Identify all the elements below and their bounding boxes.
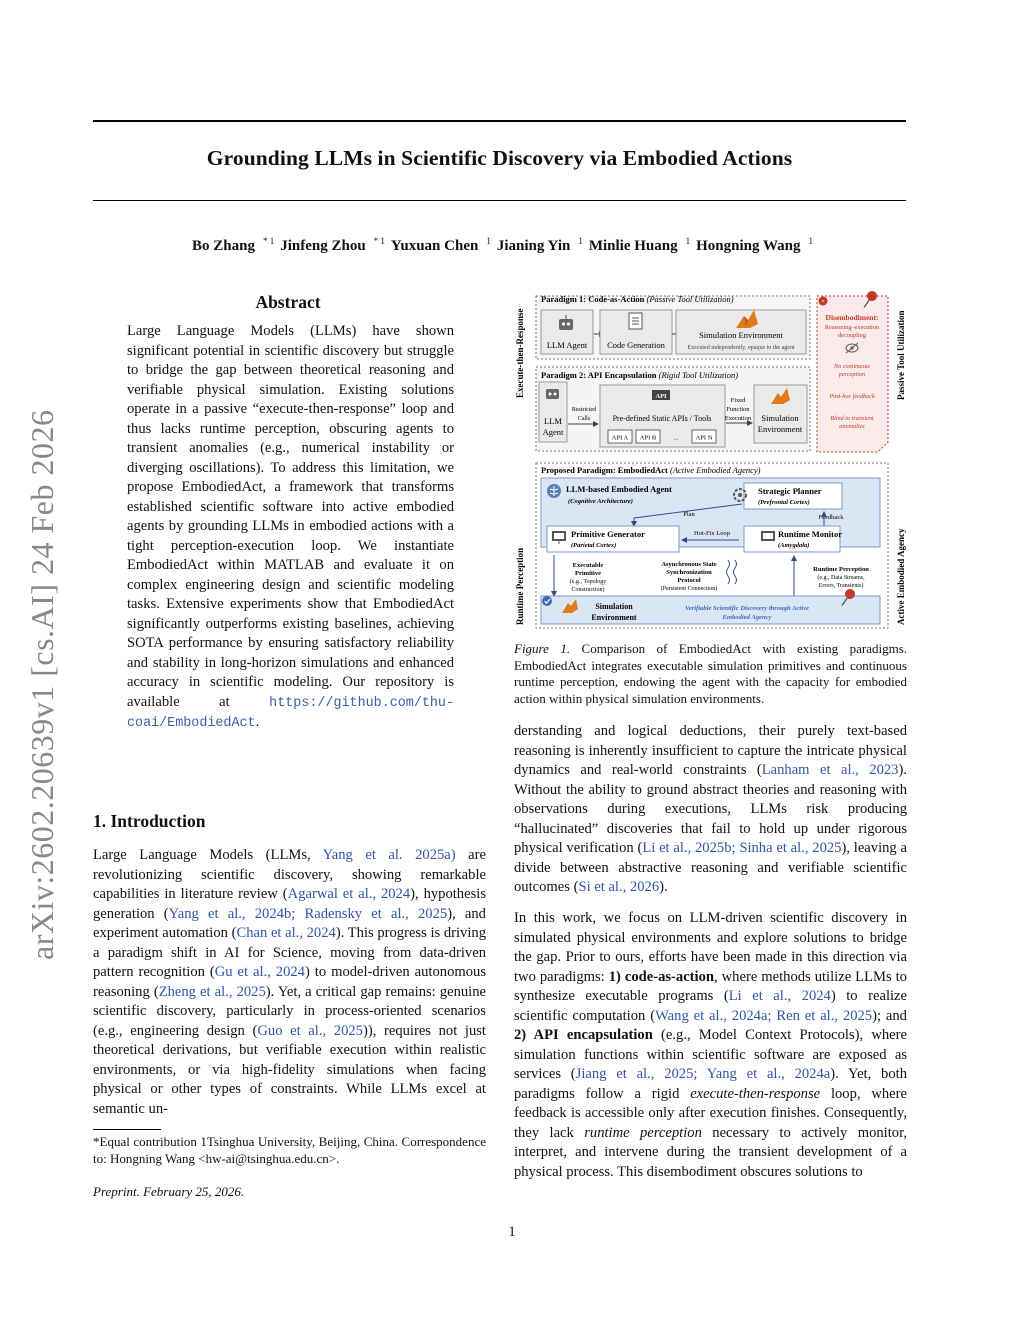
author-affiliation: * 1 — [373, 236, 385, 246]
author-affiliation: 1 — [685, 236, 691, 246]
preprint-note: Preprint. February 25, 2026. — [93, 1184, 245, 1199]
exec-primitive-1: Executable — [572, 562, 604, 569]
text-run: Large Language Models (LLMs, — [93, 847, 323, 863]
p2-apis-label: Pre-defined Static APIs / Tools — [612, 414, 712, 423]
citation-link[interactable]: Wang et al., 2024a; Ren et al., 2025 — [655, 1007, 873, 1024]
text-run: ); and — [872, 1007, 907, 1024]
author-affiliation: 1 — [486, 236, 491, 246]
side-label-passive-tool: Passive Tool Utilization — [896, 310, 906, 400]
paradigm-2-title: Paradigm 2: API Encapsulation (Rigid Tool Utilization) — [541, 370, 739, 380]
paradigm-1-title: Paradigm 1: Code-as-Action (Passive Tool Utilization) — [541, 294, 734, 304]
repo-link[interactable]: https://github.com/thu-coai/EmbodiedAct — [127, 695, 454, 731]
text-run: runtime perception — [584, 1124, 702, 1141]
api-icon-label: API — [655, 393, 667, 400]
side-label-active-agency: Active Embodied Agency — [896, 528, 906, 625]
text-run: ). Yet, both paradigms follow a rigid — [514, 1066, 907, 1102]
p1-agent-label: LLM Agent — [546, 340, 588, 350]
async-2: Synchronization — [666, 569, 712, 576]
paper-title: Grounding LLMs in Scientific Discovery via Embodied Actions — [206, 146, 793, 170]
disembodiment-item: Post-hoc feedback — [829, 393, 875, 400]
embodied-agent-sub: (Cognitive Architecture) — [568, 498, 633, 505]
citation-link[interactable]: Yang et al. 2025a) — [322, 847, 456, 863]
citation-link[interactable]: Li et al., 2025b; Sinha et al., 2025 — [642, 840, 842, 856]
title-bottom-rule — [93, 200, 906, 201]
feedback-label: Feedback — [818, 514, 844, 521]
text-run: loop, where feedback is accessible only after execution finishes. Consequently, they lack — [514, 1085, 907, 1141]
sim-env-label-2: Environment — [591, 613, 637, 622]
citation-link[interactable]: Zheng et al., 2025 — [158, 983, 266, 1000]
p2-sim-label-1: Simulation — [761, 413, 799, 423]
author-list — [93, 236, 906, 255]
text-run: , where methods utilize LLMs to synthesize executable programs ( — [514, 968, 907, 1004]
right-paragraph-2 — [514, 909, 907, 1182]
exec-primitive-2: Primitive — [575, 570, 601, 577]
disembodiment-sub-2: decoupling — [838, 332, 866, 339]
embodied-agent-label: LLM-based Embodied Agent — [566, 484, 672, 494]
text-run: (e.g., Model Context Protocols), where simulation functions within scientific software are exposed as services ( — [514, 1027, 907, 1082]
runtime-perception-2: (e.g., Data Streams, — [817, 575, 865, 581]
section-heading-introduction: 1. Introduction — [93, 811, 206, 831]
right-paragraph-1 — [514, 722, 907, 898]
exec-primitive-3: (e.g., Topology — [569, 579, 607, 585]
primitive-generator-label: Primitive Generator — [571, 529, 645, 539]
text-run: ). Without the ability to ground abstract theories and reasoning with observations during executions, LLMs risk producing “hallucinated” discoveries that fail to hold up under rigorous physical verification ( — [514, 762, 907, 856]
p1-sim-label: Simulation Environment — [699, 330, 783, 340]
text-run: ). This progress is driving a paradigm shift in AI for Science, moving from data-driven pattern recognition ( — [93, 925, 486, 980]
planner-label: Strategic Planner — [758, 486, 822, 496]
citation-link[interactable]: Yang et al., 2024b; Radensky et al., 2025 — [168, 905, 448, 922]
author-name: Jianing Yin — [496, 238, 571, 254]
text-run: execute-then-response — [690, 1085, 821, 1102]
citation-link[interactable]: Jiang et al., 2025; Yang et al., 2024a — [575, 1066, 831, 1082]
planner-sub: (Prefrontal Cortex) — [758, 499, 810, 506]
page-number: 1 — [508, 1224, 516, 1240]
check-icon — [542, 596, 552, 606]
citation-link[interactable]: Guo et al., 2025 — [257, 1022, 363, 1039]
p2-fixed-2: Function — [726, 406, 750, 413]
citation-link[interactable]: Gu et al., 2024 — [214, 964, 305, 980]
top-rule — [93, 120, 906, 122]
p2-sim-label-2: Environment — [757, 424, 803, 434]
figure-caption — [514, 641, 907, 707]
async-4: (Persistent Connection) — [660, 586, 718, 592]
verify-label-2: Embodied Agency — [722, 614, 772, 621]
p2-agent-label-2: Agent — [542, 427, 564, 437]
side-label-execute-then-response: Execute-then-Response — [515, 308, 525, 398]
sim-env-label-1: Simulation — [595, 602, 633, 611]
runtime-monitor-sub: (Amygdala) — [778, 542, 810, 549]
p1-codegen-label: Code Generation — [607, 340, 665, 350]
text-run: In this work, we focus on LLM-driven scientific discovery in simulated physical environments and explore solutions to bridge the gap. Prior to ours, efforts have been made in this direction via two paradigms: — [514, 910, 907, 985]
side-label-runtime-perception: Runtime Perception — [515, 547, 525, 625]
p2-restricted-2: Calls — [577, 416, 591, 422]
author-name: Minlie Huang — [588, 238, 678, 254]
plan-label: Plan — [683, 511, 695, 518]
verify-label-1: Verifiable Scientific Discovery through Active — [685, 605, 809, 612]
author-affiliation: * 1 — [262, 236, 275, 246]
async-1: Asynchronous State — [661, 561, 717, 568]
citation-link[interactable]: Lanham et al., 2023 — [761, 762, 899, 778]
api-box-label: API A — [611, 434, 629, 442]
citation-link[interactable]: Agarwal et al., 2024 — [287, 886, 411, 902]
primitive-generator-sub: (Parietal Cortex) — [571, 542, 617, 549]
paradigm-3-title: Proposed Paradigm: EmbodiedAct (Active Embodied Agency) — [541, 465, 761, 475]
text-run: ), and experiment automation ( — [93, 905, 486, 941]
abstract-text: Large Language Models (LLMs) have shown significant potential in scientific discovery but struggle to bridge the gap between theoretical reasoning and verifiable physical simulation. Existing solutions operate in a passive “execute-then-response” loop and thus lacks runtime perception, obscuring agents to transient anomalies (e.g., numerical instability or diverging oscillations). To address this limitation, we propose EmbodiedAct, a framework that transforms established scientific software into active embodied agents by grounding LLMs in embodied actions with a tight perception-execution loop. We instantiate EmbodiedAct within MATLAB and evaluate it on complex engineering design and scientific modeling tasks. Extensive experiments show that EmbodiedAct significantly outperforms existing baselines, achieving SOTA performance by ensuring satisfactory reliability and stability in long-horizon simulations and enhanced accuracy in scientific modeling. Our repository is available at https://github.com/thu-coai/EmbodiedAct. — [127, 323, 454, 731]
footnote: *Equal contribution 1Tsinghua University, Beijing, China. Correspondence to: Hongning Wang <hw-ai@tsinghua.edu.cn>. — [93, 1134, 486, 1166]
hotfix-label: Hot-Fix Loop — [694, 530, 730, 537]
intro-paragraph — [93, 846, 486, 1119]
api-box-label: API N — [695, 434, 713, 442]
text-run: are revolutionizing scientific discovery, showing remarkable capabilities in literature review ( — [93, 847, 486, 902]
disembodiment-item: Blind to transient — [830, 415, 874, 422]
citation-link[interactable]: Li et al., 2024 — [728, 988, 831, 1004]
monitor-icon — [761, 531, 775, 541]
disembodiment-item: No continuous — [834, 363, 870, 370]
citation-link[interactable]: Si et al., 2026 — [578, 879, 660, 895]
disembodiment-title: Disembodiment: — [825, 313, 879, 322]
text-run: derstanding and logical deductions, their purely text-based reasoning is inherently insufficient to capture the intricate physical dynamics and real-world constraints ( — [514, 723, 907, 778]
disembodiment-sub-1: Reasoning–execution — [824, 324, 880, 331]
figure-1-diagram — [514, 290, 908, 632]
arxiv-stamp: arXiv:2602.20639v1 [cs.AI] 24 Feb 2026 — [24, 409, 60, 960]
author-name: Bo Zhang — [192, 238, 255, 254]
runtime-perception-3: Errors, Transients) — [818, 583, 864, 589]
runtime-perception-1: Runtime Perception — [813, 566, 869, 573]
abstract-body: Large Language Models (LLMs) have shown significant potential in scientific discovery but struggle to bridge the gap between theoretical reasoning and verifiable physical simulation. Existing solutions operate in a passive “execute-then-response” loop and thus lacks runtime perception, obscuring agents to transient anomalies (e.g., numerical instability or diverging oscillations). To address this limitation, we propose EmbodiedAct, a framework that transforms established scientific software into active embodied agents by grounding LLMs in embodied actions with a tight perception-execution loop. We instantiate EmbodiedAct within MATLAB and evaluate it on complex engineering design and scientific modeling tasks. Extensive experiments show that EmbodiedAct significantly outperforms existing baselines, achieving SOTA performance by ensuring satisfactory reliability and stability in long-horizon simulations and enhanced accuracy in scientific modeling. Our repository is available at — [127, 323, 454, 710]
disembodiment-item: perception — [838, 371, 866, 378]
exec-primitive-4: Construction) — [571, 587, 605, 593]
text-run: ). — [659, 879, 668, 895]
text-run: ). Yet, a critical gap remains: genuine scientific discovery, particularly in process-oriented scenarios (e.g., engineering design ( — [93, 983, 487, 1039]
author-name: Hongning Wang — [696, 238, 801, 254]
author-name: Jinfeng Zhou — [280, 238, 366, 254]
svg-text:×: × — [821, 297, 825, 306]
p2-agent-label-1: LLM — [544, 416, 562, 426]
async-3: Protocol — [677, 577, 701, 584]
brain-icon — [547, 484, 561, 498]
p1-sim-note: Executed independently, opaque to the agent — [687, 345, 795, 351]
p2-restricted-1: Restricted — [571, 407, 597, 413]
robot-icon — [546, 389, 559, 399]
text-run: ), hypothesis generation ( — [93, 886, 486, 922]
disembodiment-item: anomalies — [839, 423, 865, 430]
caption-text: Comparison of EmbodiedAct with existing paradigms. EmbodiedAct integrates executable simulation primitives and continuous runtime perception, endowing the agent with the capacity for embodied action within physical simulation environments. — [514, 641, 907, 706]
author-affiliation: 1 — [578, 236, 583, 246]
document-icon — [629, 313, 642, 329]
text-run: 2) API encapsulation — [514, 1027, 653, 1043]
runtime-monitor-label: Runtime Monitor — [778, 529, 842, 539]
api-box-label: API B — [639, 434, 657, 442]
abstract-heading: Abstract — [255, 292, 321, 312]
p2-fixed-1: Fixed — [730, 397, 746, 404]
caption-label: Figure 1. — [514, 641, 571, 656]
author-name: Yuxuan Chen — [390, 238, 479, 254]
citation-link[interactable]: Chan et al., 2024 — [236, 925, 336, 941]
text-run: ) to realize scientific computation ( — [514, 988, 908, 1024]
text-run: 1) code-as-action — [608, 968, 715, 985]
text-run: )), requires not just theoretical derivations, but verifiable execution within realistic environments, or via high-fidelity simulations when facing physical or other types of constraints. While LLMs excel at semantic un- — [93, 1022, 486, 1117]
footnote-rule — [93, 1129, 161, 1130]
api-box-label: ... — [673, 434, 679, 442]
text-run: ) to model-driven autonomous reasoning ( — [93, 964, 487, 1000]
author-affiliation: 1 — [808, 236, 813, 246]
p2-fixed-3: Execution — [724, 415, 752, 422]
text-run: ), leaving a divide between abstractive reasoning and verifiable scientific outcomes ( — [514, 840, 907, 895]
text-run: necessary to actively monitor, interpret, and intervene during the transient development of a physical process. This disembodiment obscures solutions to — [514, 1124, 907, 1180]
